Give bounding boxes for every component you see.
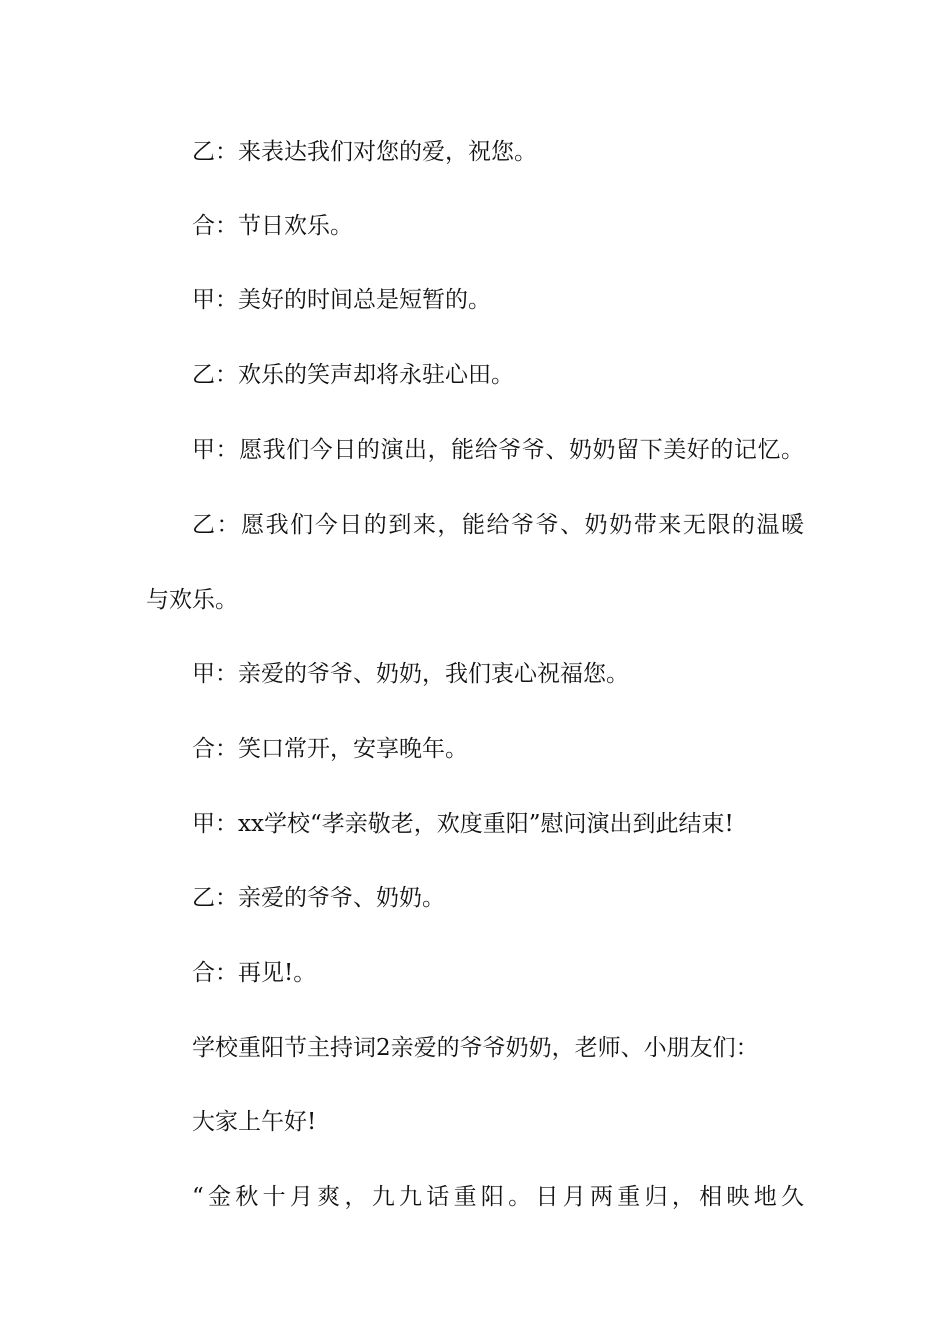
dialogue-line: 甲：愿我们今日的演出，能给爷爷、奶奶留下美好的记忆。 [192, 437, 804, 463]
dialogue-line: 乙：亲爱的爷爷、奶奶。 [192, 885, 445, 911]
dialogue-line: 乙：欢乐的笑声却将永驻心田。 [192, 362, 514, 388]
dialogue-line: 合：再见!。 [192, 960, 317, 986]
poem-line: “金秋十月爽，九九话重阳。日月两重归，相映地久 [192, 1184, 804, 1210]
dialogue-line: 甲：亲爱的爷爷、奶奶，我们衷心祝福您。 [192, 661, 629, 687]
greeting-line: 大家上午好! [192, 1109, 317, 1135]
section-heading-line: 学校重阳节主持词2亲爱的爷爷奶奶，老师、小朋友们： [192, 1035, 759, 1061]
dialogue-line-continuation: 与欢乐。 [146, 587, 238, 613]
dialogue-line: 合：笑口常开，安享晚年。 [192, 736, 468, 762]
dialogue-line: 乙：来表达我们对您的爱，祝您。 [192, 139, 537, 165]
dialogue-line: 甲：xx学校“孝亲敬老，欢度重阳”慰问演出到此结束! [192, 811, 734, 837]
dialogue-line: 甲：美好的时间总是短暂的。 [192, 287, 491, 313]
dialogue-line: 乙：愿我们今日的到来，能给爷爷、奶奶带来无限的温暖 [192, 512, 804, 538]
dialogue-line: 合：节日欢乐。 [192, 213, 353, 239]
